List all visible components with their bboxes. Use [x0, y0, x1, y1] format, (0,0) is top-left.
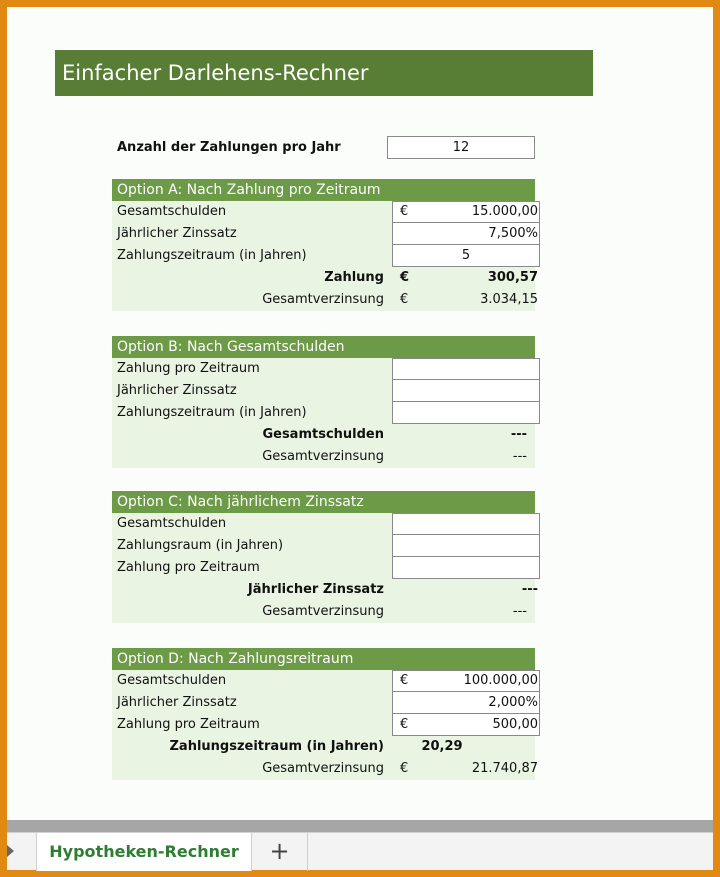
- payments-per-year-label: Anzahl der Zahlungen pro Jahr: [117, 140, 341, 155]
- option-b-header: Option B: Nach Gesamtschulden: [112, 336, 535, 358]
- currency-symbol: €: [400, 717, 409, 732]
- option-a-row-rate: [112, 223, 538, 245]
- row-label: Zahlung pro Zeitraum: [117, 560, 260, 575]
- option-c-section: [112, 491, 538, 623]
- row-label: Zahlungszeitraum (in Jahren): [169, 739, 384, 754]
- option-b-row-rate: [112, 380, 535, 402]
- page-title: Einfacher Darlehens-Rechner: [55, 50, 593, 96]
- option-d-row-interest: [112, 758, 538, 780]
- payment-input[interactable]: [392, 358, 540, 380]
- option-a-row-term: [112, 245, 535, 267]
- option-d-header: Option D: Nach Zahlungsreitraum: [112, 648, 535, 670]
- option-d-section: [112, 648, 538, 780]
- term-result: 20,29: [421, 739, 463, 754]
- row-label: Zahlungsraum (in Jahren): [117, 538, 284, 553]
- row-label: Gesamtverzinsung: [262, 449, 384, 464]
- option-c-row-rate: [112, 579, 538, 601]
- option-b-row-payment: [112, 358, 535, 380]
- option-a-header: Option A: Nach Zahlung pro Zeitraum: [112, 179, 535, 201]
- row-label: Jährlicher Zinssatz: [117, 383, 237, 398]
- rate-input[interactable]: [392, 380, 540, 402]
- interest-result: ---: [512, 449, 527, 464]
- sheet-tab-bar: [7, 832, 713, 870]
- payment-result: 300,57: [487, 270, 538, 285]
- row-label: Zahlungszeitraum (in Jahren): [117, 405, 307, 420]
- horizontal-scrollbar[interactable]: [7, 820, 713, 832]
- currency-symbol: €: [400, 270, 410, 285]
- option-c-row-term: [112, 535, 535, 557]
- option-a-row-debt: [112, 201, 538, 223]
- row-label: Jährlicher Zinssatz: [247, 582, 384, 597]
- rate-value: 2,000%: [488, 695, 538, 710]
- row-label: Gesamtverzinsung: [262, 604, 384, 619]
- row-label: Gesamtverzinsung: [262, 761, 384, 776]
- currency-symbol: €: [400, 761, 409, 776]
- option-a-row-interest: [112, 289, 538, 311]
- rate-result: ---: [521, 582, 538, 597]
- debt-input[interactable]: [392, 513, 540, 535]
- row-label: Zahlung pro Zeitraum: [117, 361, 260, 376]
- row-label: Gesamtschulden: [262, 427, 384, 442]
- debt-value: 15.000,00: [471, 204, 538, 219]
- interest-result: 21.740,87: [471, 761, 538, 776]
- debt-value: 100.000,00: [463, 673, 538, 688]
- option-b-row-term: [112, 402, 535, 424]
- debt-result: ---: [510, 427, 527, 442]
- option-c-row-interest: [112, 601, 535, 623]
- payments-per-year-input[interactable]: 12: [387, 136, 535, 159]
- option-b-section: [112, 336, 535, 468]
- option-b-row-debt: [112, 424, 535, 446]
- row-label: Gesamtschulden: [117, 204, 227, 219]
- row-label: Jährlicher Zinssatz: [117, 695, 237, 710]
- option-a-section: [112, 179, 538, 311]
- row-label: Gesamtverzinsung: [262, 292, 384, 307]
- payment-input[interactable]: [392, 557, 540, 579]
- row-label: Gesamtschulden: [117, 516, 227, 531]
- row-label: Jährlicher Zinssatz: [117, 226, 237, 241]
- option-b-row-interest: [112, 446, 535, 468]
- term-input[interactable]: [392, 402, 540, 424]
- option-d-row-term: [112, 736, 535, 758]
- triangle-right-icon[interactable]: [7, 845, 14, 857]
- currency-symbol: €: [400, 673, 409, 688]
- payment-value: 500,00: [492, 717, 538, 732]
- row-label: Gesamtschulden: [117, 673, 227, 688]
- plus-icon[interactable]: +: [252, 833, 308, 871]
- option-c-header: Option C: Nach jährlichem Zinssatz: [112, 491, 535, 513]
- option-a-row-payment: [112, 267, 538, 289]
- currency-symbol: €: [400, 204, 409, 219]
- option-c-row-debt: [112, 513, 535, 535]
- option-d-row-payment: [112, 714, 538, 736]
- sheet-tab-hypotheken-rechner[interactable]: Hypotheken-Rechner: [36, 833, 252, 871]
- interest-result: 3.034,15: [480, 292, 538, 307]
- row-label: Zahlungszeitraum (in Jahren): [117, 248, 307, 263]
- rate-value: 7,500%: [488, 226, 538, 241]
- term-value: 5: [461, 248, 471, 263]
- interest-result: ---: [512, 604, 527, 619]
- row-label: Zahlung: [324, 270, 384, 285]
- spreadsheet-window: [7, 7, 713, 870]
- row-label: Zahlung pro Zeitraum: [117, 717, 260, 732]
- currency-symbol: €: [400, 292, 409, 307]
- option-d-row-rate: [112, 692, 538, 714]
- option-c-row-payment: [112, 557, 535, 579]
- term-input[interactable]: [392, 535, 540, 557]
- option-d-row-debt: [112, 670, 538, 692]
